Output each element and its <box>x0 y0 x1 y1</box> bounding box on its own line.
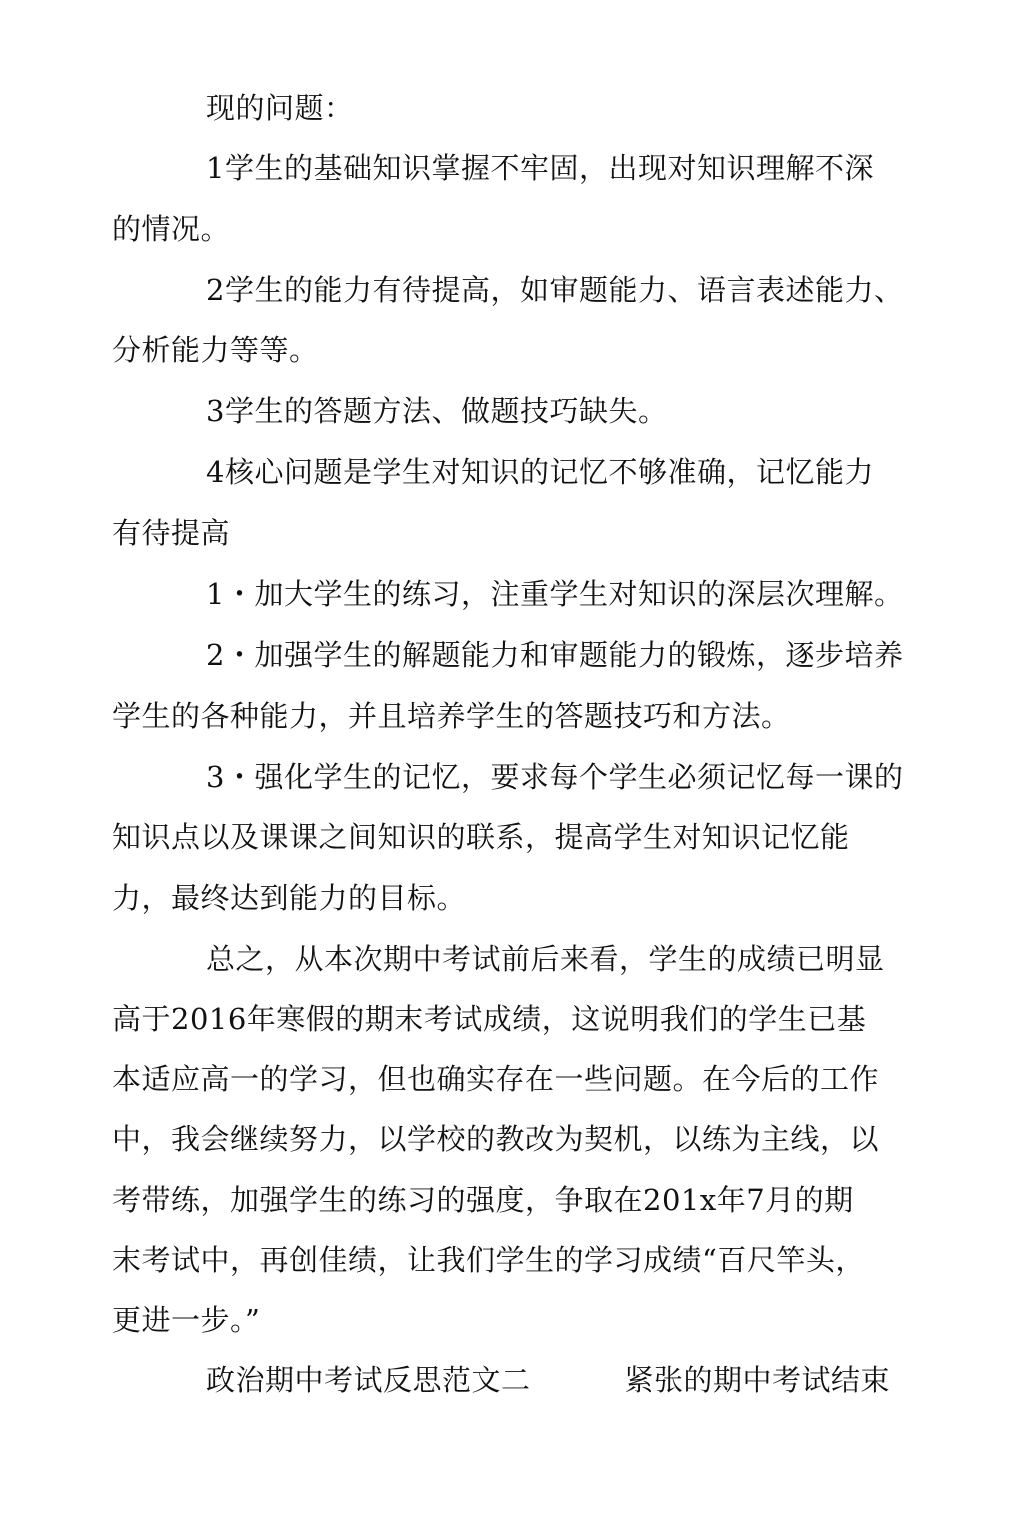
text-line: 的情况。 <box>112 212 231 246</box>
text-line: 2・加强学生的解题能力和审题能力的锻炼，逐步培养 <box>206 638 904 672</box>
section-lead-text: 紧张的期中考试结束 <box>624 1363 891 1397</box>
section-title: 政治期中考试反思范文二 <box>206 1363 531 1397</box>
text-line: 更进一步。” <box>112 1303 261 1337</box>
text-line: 学生的各种能力，并且培养学生的答题技巧和方法。 <box>112 699 791 733</box>
text-line: 末考试中，再创佳绩，让我们学生的学习成绩“百尺竿头， <box>112 1243 865 1277</box>
text-line: 2学生的能力有待提高，如审题能力、语言表述能力、 <box>206 273 904 307</box>
text-line: 中，我会继续努力，以学校的教改为契机，以练为主线，以 <box>112 1122 880 1156</box>
section-heading-line <box>206 1360 890 1400</box>
text-line: 3学生的答题方法、做题技巧缺失。 <box>206 394 668 428</box>
text-line: 力，最终达到能力的目标。 <box>112 881 467 915</box>
text-line: 知识点以及课课之间知识的联系，提高学生对知识记忆能 <box>112 820 850 854</box>
text-line: 考带练，加强学生的练习的强度，争取在201x年7月的期 <box>112 1183 854 1217</box>
text-line: 1学生的基础知识掌握不牢固，出现对知识理解不深 <box>206 151 874 185</box>
text-line: 1・加大学生的练习，注重学生对知识的深层次理解。 <box>206 577 904 611</box>
text-line: 现的问题： <box>206 91 354 125</box>
text-line: 3・强化学生的记忆，要求每个学生必须记忆每一课的 <box>206 760 904 794</box>
text-line: 本适应高一的学习，但也确实存在一些问题。在今后的工作 <box>112 1062 880 1096</box>
text-line: 总之，从本次期中考试前后来看，学生的成绩已明显 <box>206 942 885 976</box>
text-line: 4核心问题是学生对知识的记忆不够准确，记忆能力 <box>206 455 874 489</box>
text-line: 有待提高 <box>112 516 231 550</box>
text-line: 分析能力等等。 <box>112 333 319 367</box>
text-line: 高于2016年寒假的期末考试成绩，这说明我们的学生已基 <box>112 1002 867 1036</box>
